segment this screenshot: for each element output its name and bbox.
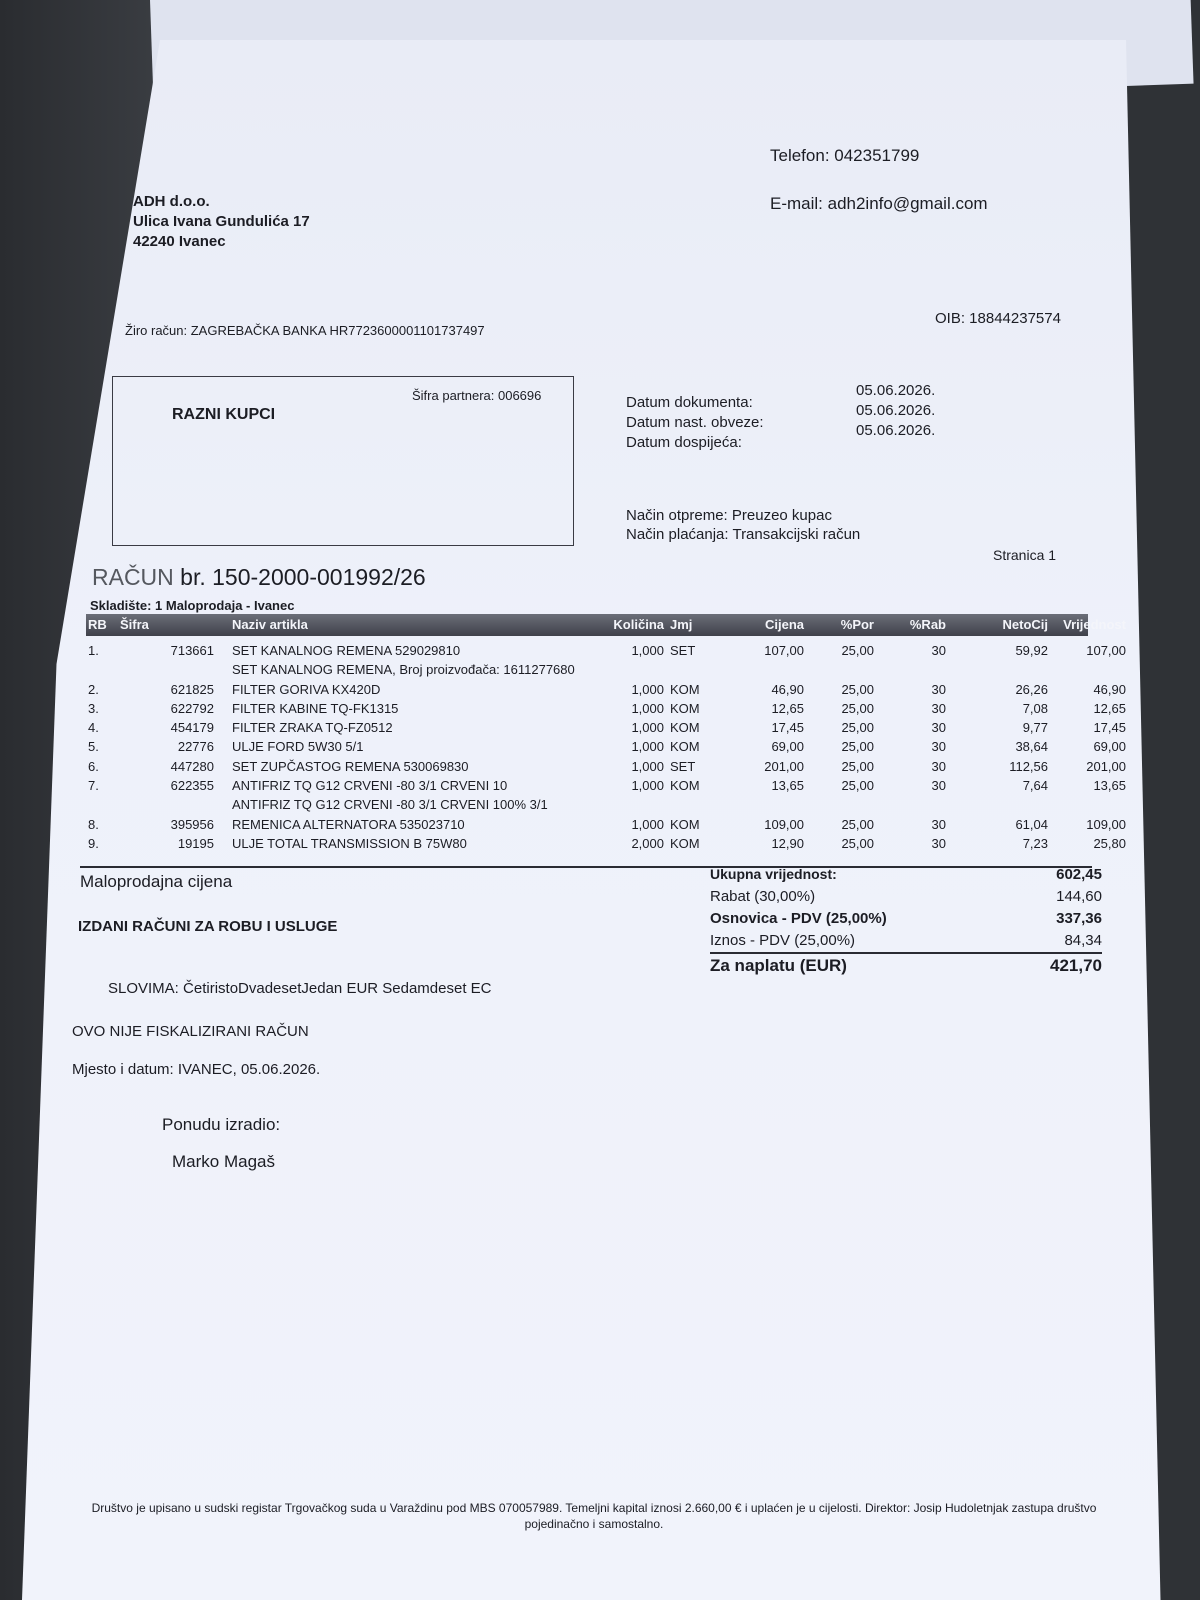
header-por: %Por: [840, 617, 874, 632]
table-row: [86, 736, 1126, 755]
cell-naziv: ANTIFRIZ TQ G12 CRVENI -80 3/1 CRVENI 10: [232, 778, 508, 794]
amount-due-row: [710, 954, 1102, 976]
cell-cijena: 12,90: [771, 835, 804, 851]
cell-por: 25,00: [841, 700, 874, 716]
table-row: [86, 698, 1126, 717]
cell-jmj: KOM: [670, 835, 700, 851]
vat-base-row: [710, 908, 1102, 930]
vat-amount-row: [710, 930, 1102, 952]
offer-prepared-by-label: Ponudu izradio:: [162, 1115, 281, 1134]
cell-vrijednost: 107,00: [1086, 643, 1126, 658]
cell-rab: 30: [931, 778, 946, 794]
cell-naziv: ULJE FORD 5W30 5/1: [232, 739, 364, 755]
company-phone: Telefon: 042351799: [770, 146, 920, 165]
vat-amount-label: Iznos - PDV (25,00%): [710, 932, 856, 949]
cell-cijena: 12,65: [771, 700, 804, 716]
items-table-header: [86, 614, 1126, 636]
cell-kolicina: 1,000: [631, 816, 664, 832]
cell-neto: 7,08: [1022, 700, 1048, 716]
obligation-date-value: 05.06.2026.: [856, 402, 936, 419]
cell-kolicina: 2,000: [631, 835, 664, 851]
contact-block: [770, 132, 988, 228]
table-row: [86, 833, 1126, 852]
cell-naziv: REMENICA ALTERNATORA 535023710: [232, 816, 465, 832]
table-row: [86, 814, 1126, 833]
vat-base-label: Osnovica - PDV (25,00%): [710, 910, 887, 927]
cell-sifra: 454179: [170, 720, 214, 736]
cell-por: 25,00: [841, 681, 874, 697]
header-rab: %Rab: [909, 617, 946, 632]
cell-cijena: 17,45: [771, 720, 804, 736]
header-sifra: Šifra: [120, 617, 149, 632]
place-and-date: Mjesto i datum: IVANEC, 05.06.2026.: [72, 1061, 321, 1078]
cell-sifra: 622355: [170, 778, 214, 794]
delivery-block: [626, 506, 860, 544]
header-kolicina: Količina: [613, 617, 664, 632]
total-label: Ukupna vrijednost:: [710, 866, 837, 882]
cell-vrijednost: 109,00: [1086, 816, 1126, 832]
cell-por: 25,00: [841, 778, 874, 794]
table-row: [86, 775, 1126, 794]
discount-label: Rabat (30,00%): [710, 888, 816, 905]
invoice-title: [92, 564, 426, 591]
due-date-value: 05.06.2026.: [856, 422, 936, 439]
cell-jmj: SET: [670, 758, 696, 774]
warehouse: Skladište: 1 Maloprodaja - Ivanec: [90, 598, 295, 613]
giro-account: Žiro račun: ZAGREBAČKA BANKA HR7723600001101737497: [125, 323, 485, 338]
date-labels: [626, 393, 764, 453]
cell-rab: 30: [931, 835, 946, 851]
footer-legal-note: Društvo je upisano u sudski registar Trgovačkog suda u Varaždinu pod MBS 070057989. Temeljni kapital iznosi 2.660,00 € i uplaćen je u cijelosti. Direktor: Josip Hudoletnjak zastupa društvo pojedinačno i samostalno.: [91, 1501, 1097, 1531]
author-name: Marko Magaš: [172, 1152, 275, 1171]
totals-block: [710, 864, 1102, 976]
cell-kolicina: 1,000: [631, 758, 664, 774]
amount-in-words: SLOVIMA: ČetiristoDvadesetJedan EUR Sedamdeset EC: [108, 980, 492, 997]
table-row: [86, 640, 1126, 659]
due-date-label: Datum dospijeća:: [626, 434, 742, 451]
company-street: Ulica Ivana Gundulića 17: [133, 213, 310, 230]
cell-vrijednost: 12,65: [1093, 700, 1126, 716]
total-value: 602,45: [1056, 866, 1102, 883]
table-row: [86, 717, 1126, 736]
cell-sifra: 19195: [177, 835, 214, 851]
invoice-title-word: RAČUN: [92, 564, 174, 590]
cell-cijena: 107,00: [764, 643, 804, 658]
cell-naziv-detail: ANTIFRIZ TQ G12 CRVENI -80 3/1 CRVENI 100% 3/1: [232, 797, 548, 813]
cell-rab: 30: [931, 739, 946, 755]
cell-sifra: 395956: [170, 816, 214, 832]
cell-por: 25,00: [841, 643, 874, 658]
cell-vrijednost: 25,80: [1093, 835, 1126, 851]
cell-por: 25,00: [841, 739, 874, 755]
obligation-date-label: Datum nast. obveze:: [626, 414, 764, 431]
payment-method: Način plaćanja: Transakcijski račun: [626, 526, 861, 543]
cell-rab: 30: [931, 643, 946, 658]
cell-jmj: KOM: [670, 816, 700, 832]
document-date-label: Datum dokumenta:: [626, 394, 753, 411]
cell-kolicina: 1,000: [631, 700, 664, 716]
amount-due-label: Za naplatu (EUR): [710, 956, 847, 975]
cell-kolicina: 1,000: [631, 720, 664, 736]
header-vrijednost: Vrijednost: [1063, 617, 1126, 632]
cell-naziv: FILTER GORIVA KX420D: [232, 681, 381, 697]
cell-neto: 7,23: [1022, 835, 1048, 851]
cell-vrijednost: 46,90: [1093, 681, 1126, 697]
cell-jmj: KOM: [670, 700, 700, 716]
table-row-detail: [86, 659, 1088, 678]
cell-jmj: KOM: [670, 739, 700, 755]
cell-naziv: ULJE TOTAL TRANSMISSION B 75W80: [232, 835, 467, 851]
cell-neto: 38,64: [1015, 739, 1048, 755]
header-naziv: Naziv artikla: [232, 617, 308, 632]
cell-vrijednost: 201,00: [1086, 758, 1126, 774]
cell-cijena: 201,00: [764, 758, 804, 774]
document-date-value: 05.06.2026.: [856, 382, 936, 399]
shipping-method: Način otpreme: Preuzeo kupac: [626, 507, 832, 524]
customer-name: RAZNI KUPCI: [172, 406, 276, 423]
cell-jmj: KOM: [670, 681, 700, 697]
issued-invoices-label: IZDANI RAČUNI ZA ROBU I USLUGE: [78, 918, 338, 935]
cell-rb: 3.: [88, 700, 99, 716]
cell-neto: 61,04: [1015, 816, 1048, 832]
company-oib: OIB: 18844237574: [935, 310, 1061, 327]
discount-row: [710, 886, 1102, 908]
cell-rb: 9.: [88, 835, 99, 851]
cell-por: 25,00: [841, 720, 874, 736]
company-block: [133, 192, 310, 252]
cell-cijena: 46,90: [771, 681, 804, 697]
header-rb: RB: [88, 617, 107, 632]
cell-neto: 7,64: [1022, 778, 1048, 794]
items-table-body: [86, 640, 1126, 852]
cell-rab: 30: [931, 758, 946, 774]
cell-neto: 9,77: [1022, 720, 1048, 736]
cell-kolicina: 1,000: [631, 681, 664, 697]
cell-kolicina: 1,000: [631, 778, 664, 794]
cell-naziv: SET ZUPČASTOG REMENA 530069830: [232, 758, 469, 774]
cell-neto: 112,56: [1009, 758, 1048, 774]
cell-rb: 7.: [88, 778, 99, 794]
cell-neto: 26,26: [1015, 681, 1048, 697]
date-values: [856, 381, 935, 441]
not-fiscalized-note: OVO NIJE FISKALIZIRANI RAČUN: [72, 1023, 309, 1040]
cell-por: 25,00: [841, 758, 874, 774]
cell-neto: 59,92: [1015, 643, 1048, 658]
cell-naziv: SET KANALNOG REMENA 529029810: [232, 643, 461, 658]
table-row: [86, 756, 1126, 775]
cell-por: 25,00: [841, 835, 874, 851]
cell-kolicina: 1,000: [631, 739, 664, 755]
cell-rb: 8.: [88, 816, 99, 832]
cell-cijena: 69,00: [771, 739, 804, 755]
cell-naziv: FILTER ZRAKA TQ-FZ0512: [232, 720, 393, 736]
page-number: Stranica 1: [993, 547, 1057, 563]
vat-base-value: 337,36: [1056, 910, 1102, 927]
cell-rab: 30: [931, 681, 946, 697]
cell-sifra: 447280: [170, 758, 214, 774]
cell-vrijednost: 17,45: [1093, 720, 1126, 736]
cell-rb: 4.: [88, 720, 99, 736]
discount-value: 144,60: [1056, 888, 1102, 905]
cell-vrijednost: 13,65: [1093, 778, 1126, 794]
table-row-detail: [86, 794, 1088, 813]
header-cijena: Cijena: [764, 617, 804, 632]
header-neto: NetoCij: [1002, 617, 1048, 632]
cell-naziv: FILTER KABINE TQ-FK1315: [232, 700, 399, 716]
cell-rab: 30: [931, 720, 946, 736]
cell-jmj: KOM: [670, 778, 700, 794]
cell-rb: 6.: [88, 758, 99, 774]
partner-code: Šifra partnera: 006696: [412, 388, 542, 403]
cell-sifra: 622792: [170, 700, 214, 716]
cell-sifra: 621825: [170, 681, 214, 697]
retail-price-label: Maloprodajna cijena: [80, 872, 233, 891]
vat-amount-value: 84,34: [1064, 932, 1102, 949]
total-row: [710, 864, 1102, 886]
cell-jmj: SET: [670, 643, 696, 658]
company-city: 42240 Ivanec: [133, 233, 226, 250]
cell-por: 25,00: [841, 816, 874, 832]
cell-rab: 30: [931, 700, 946, 716]
cell-cijena: 109,00: [764, 816, 804, 832]
cell-rb: 5.: [88, 739, 99, 755]
cell-sifra: 713661: [170, 643, 214, 658]
invoice-number: br. 150-2000-001992/26: [180, 564, 426, 590]
amount-due-value: 421,70: [1050, 956, 1102, 975]
cell-rb: 1.: [88, 643, 99, 658]
company-name: ADH d.o.o.: [133, 193, 210, 210]
cell-kolicina: 1,000: [631, 643, 664, 658]
company-email: E-mail: adh2info@gmail.com: [770, 194, 988, 213]
header-jmj: Jmj: [670, 617, 693, 632]
cell-cijena: 13,65: [771, 778, 804, 794]
table-row: [86, 679, 1126, 698]
cell-jmj: KOM: [670, 720, 700, 736]
cell-vrijednost: 69,00: [1093, 739, 1126, 755]
cell-rb: 2.: [88, 681, 99, 697]
cell-naziv-detail: SET KANALNOG REMENA, Broj proizvođača: 1611277680: [232, 662, 575, 678]
cell-sifra: 22776: [177, 739, 214, 755]
cell-rab: 30: [931, 816, 946, 832]
